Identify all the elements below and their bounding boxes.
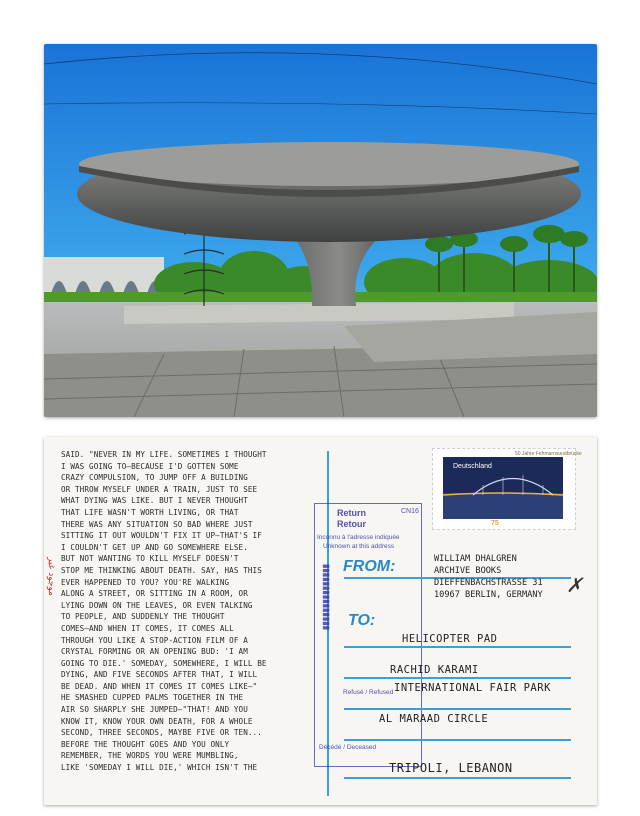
address-line [344,646,571,648]
message-line: COMES—AND WHEN IT COMES, IT COMES ALL [61,623,234,633]
message-line: GOING TO DIE.' SOMEDAY, SOMEWHERE, I WILL BE [61,658,267,668]
sender-line: WILLIAM DHALGREN [434,554,517,564]
stamp-country: Deutschland [453,463,492,470]
sender-line: ARCHIVE BOOKS [434,566,502,576]
message-line: SITTING IT OUT WOULDN'T FIX IT UP—THAT'S IF [61,531,262,541]
message-line: CRYSTAL FORMING OR AN OPENING BUD: 'I AM [61,647,248,657]
message-line: DYING, AND FIVE SECONDS AFTER THAT, I WILL [61,670,258,680]
address-line [344,739,571,741]
sender-line: DIEFFENBACHSTRASSE 31 [434,578,543,588]
message-text [61,449,323,774]
return-reason-2: Unknown at this address [323,543,395,550]
message-line: BEFORE THE THOUGHT GOES AND YOU ONLY [61,739,230,749]
message-line: THERE WAS ANY SITUATION SO BAD WHERE JUST [61,519,253,529]
message-line: ALONG A STREET, OR SITTING IN A ROOM, OR [61,589,248,599]
message-line: THROUGH YOU LIKE A STOP-ACTION FILM OF A [61,635,248,645]
message-line: THAT LIFE WASN'T WORTH LIVING, OR THAT [61,507,239,517]
postage-stamp [432,448,582,530]
recipient-line: AL MARAAD CIRCLE [379,713,489,725]
recipient-line: INTERNATIONAL FAIR PARK [394,682,551,694]
message-line: SAID. "NEVER IN MY LIFE. SOMETIMES I THOUGHT [61,450,267,459]
sender-line: 10967 BERLIN, GERMANY [434,590,543,600]
vertical-stamp-text: ▮▮▮▮▮▮▮▮▮▮▮▮▮▮▮ [322,564,331,631]
message-line: BUT NOT WANTING TO KILL MYSELF DOESN'T [61,554,239,564]
message-line: CRAZY COMPULSION, TO JUMP OFF A BUILDING [61,473,248,483]
message-line: LIKE 'SOMEDAY I WILL DIE,' WHICH ISN'T THE [61,763,258,773]
address-line [344,677,571,679]
recipient-line: TRIPOLI, LEBANON [389,761,513,775]
stamp-value: 75 [491,520,499,527]
arabic-handwriting-red: ﻣﻮﺟﻮﺩ ﻏﻴﺮ [46,557,56,596]
stamp-header: 50 Jahre Fehmarnsundbrücke [515,451,582,457]
message-line: LYING DOWN ON THE LEAVES, OR EVEN TALKING [61,600,253,610]
address-line [344,708,571,710]
message-line: AIR SO SHARPLY SHE JUMPED—"THAT! AND YOU [61,705,248,715]
return-code: CN16 [401,508,419,515]
handwritten-signature: ✗ [566,573,583,597]
recipient-line: RACHID KARAMI [390,664,479,676]
postcard-back [44,437,597,805]
return-reason-1: Inconnu à l'adresse indiquée [317,534,400,541]
message-line: STOP ME THINKING ABOUT DEATH. SAY, HAS THIS [61,565,262,575]
return-reason-3: Refusé / Refused [343,689,394,696]
message-line: REMEMBER, THE WORDS YOU WERE MUMBLING, [61,751,239,761]
message-line: I WAS GOING TO—BECAUSE I'D GOTTEN SOME [61,461,239,471]
return-title-2: Retour [337,519,366,529]
side-annotation-red [46,557,60,777]
message-line: TO PEOPLE, AND SUDDENLY THE THOUGHT [61,612,225,622]
address-line [344,777,571,779]
postcard-front-photo [44,44,597,417]
from-label: FROM: [343,558,396,575]
to-label: TO: [348,612,376,629]
message-line: OR THROW MYSELF UNDER A TRAIN, JUST TO SEE [61,484,258,494]
message-line: HE SMASHED CUPPED PALMS TOGETHER IN THE [61,693,244,703]
message-line: BE DEAD. AND WHEN IT COMES IT COMES LIKE—" [61,681,258,691]
message-line: KNOW IT, KNOW YOUR OWN DEATH, FOR A WHOLE [61,716,253,726]
photo-concrete-canopy [44,44,597,417]
message-line: EVER HAPPENED TO YOU? YOU'RE WALKING [61,577,230,587]
message-line: WHAT DYING WAS LIKE. BUT I NEVER THOUGHT [61,496,248,506]
message-line: I COULDN'T GET UP AND GO SOMEWHERE ELSE. [61,542,248,552]
message-line: SECOND, THREE SECONDS, MAYBE FIVE OR TEN... [61,728,262,738]
return-title-1: Return [337,508,366,518]
return-reason-4: Décédé / Deceased [319,744,377,751]
recipient-line: HELICOPTER PAD [402,633,498,645]
